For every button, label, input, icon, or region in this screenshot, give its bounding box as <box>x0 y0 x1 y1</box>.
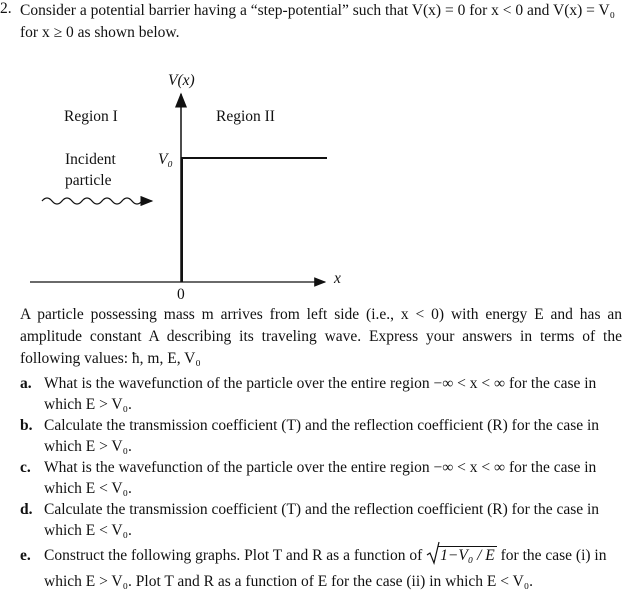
part-letter: d. <box>20 501 33 518</box>
x-axis-label: x <box>334 270 341 287</box>
origin-label: 0 <box>177 286 185 303</box>
part-b <box>20 415 622 457</box>
part-d <box>20 499 622 541</box>
part-text: What is the wavefunction of the particle over the entire region −∞ < x < ∞ for the case in which E > V₀. <box>44 375 597 413</box>
incident-wave-icon <box>42 198 152 204</box>
part-e-text-after: for the case (i) in which E > V₀. Plot T and R as a function of E for the case (ii) in which E < V₀. <box>44 547 607 591</box>
incident-label: Incident <box>65 151 116 168</box>
part-text: What is the wavefunction of the particle over the entire region −∞ < x < ∞ for the case in which E < V₀. <box>44 459 597 497</box>
part-letter: a. <box>20 375 32 392</box>
step-potential-line <box>182 158 327 282</box>
y-axis-label: V(x) <box>168 72 195 89</box>
part-e <box>20 543 622 595</box>
question-number: 2. <box>0 0 12 17</box>
particle-label: particle <box>65 172 112 189</box>
part-c <box>20 457 622 499</box>
part-a <box>20 373 622 415</box>
question-intro: Consider a potential barrier having a “step-potential” such that V(x) = 0 for x < 0 and V(x) = V₀ for x ≥ 0 as shown below. <box>20 2 616 41</box>
part-letter: e. <box>20 547 31 564</box>
sqrt-radicand: 1−V₀ / E <box>440 547 495 565</box>
region2-label: Region II <box>216 108 275 125</box>
part-text: Calculate the transmission coefficient (T) and the reflection coefficient (R) for the case in which E > V₀. <box>44 417 600 455</box>
part-e-text-before: Construct the following graphs. Plot T and R as a function of <box>44 547 423 564</box>
step-potential-figure <box>0 60 629 305</box>
part-letter: b. <box>20 417 33 434</box>
v0-label: V₀ <box>158 151 173 168</box>
part-letter: c. <box>20 459 31 476</box>
problem-description: A particle possessing mass m arrives from left side (i.e., x < 0) with energy E and has an amplitude constant A describing its traveling wave. Express your answers in terms of the following values: ħ, m, E, V₀ <box>20 306 622 367</box>
part-text <box>44 543 622 595</box>
part-text: Calculate the transmission coefficient (T) and the reflection coefficient (R) for the case in which E < V₀. <box>44 501 600 539</box>
sqrt-icon <box>426 541 440 565</box>
sqrt-expression <box>426 543 497 569</box>
region1-label: Region I <box>64 108 118 125</box>
question-parts <box>20 373 622 595</box>
